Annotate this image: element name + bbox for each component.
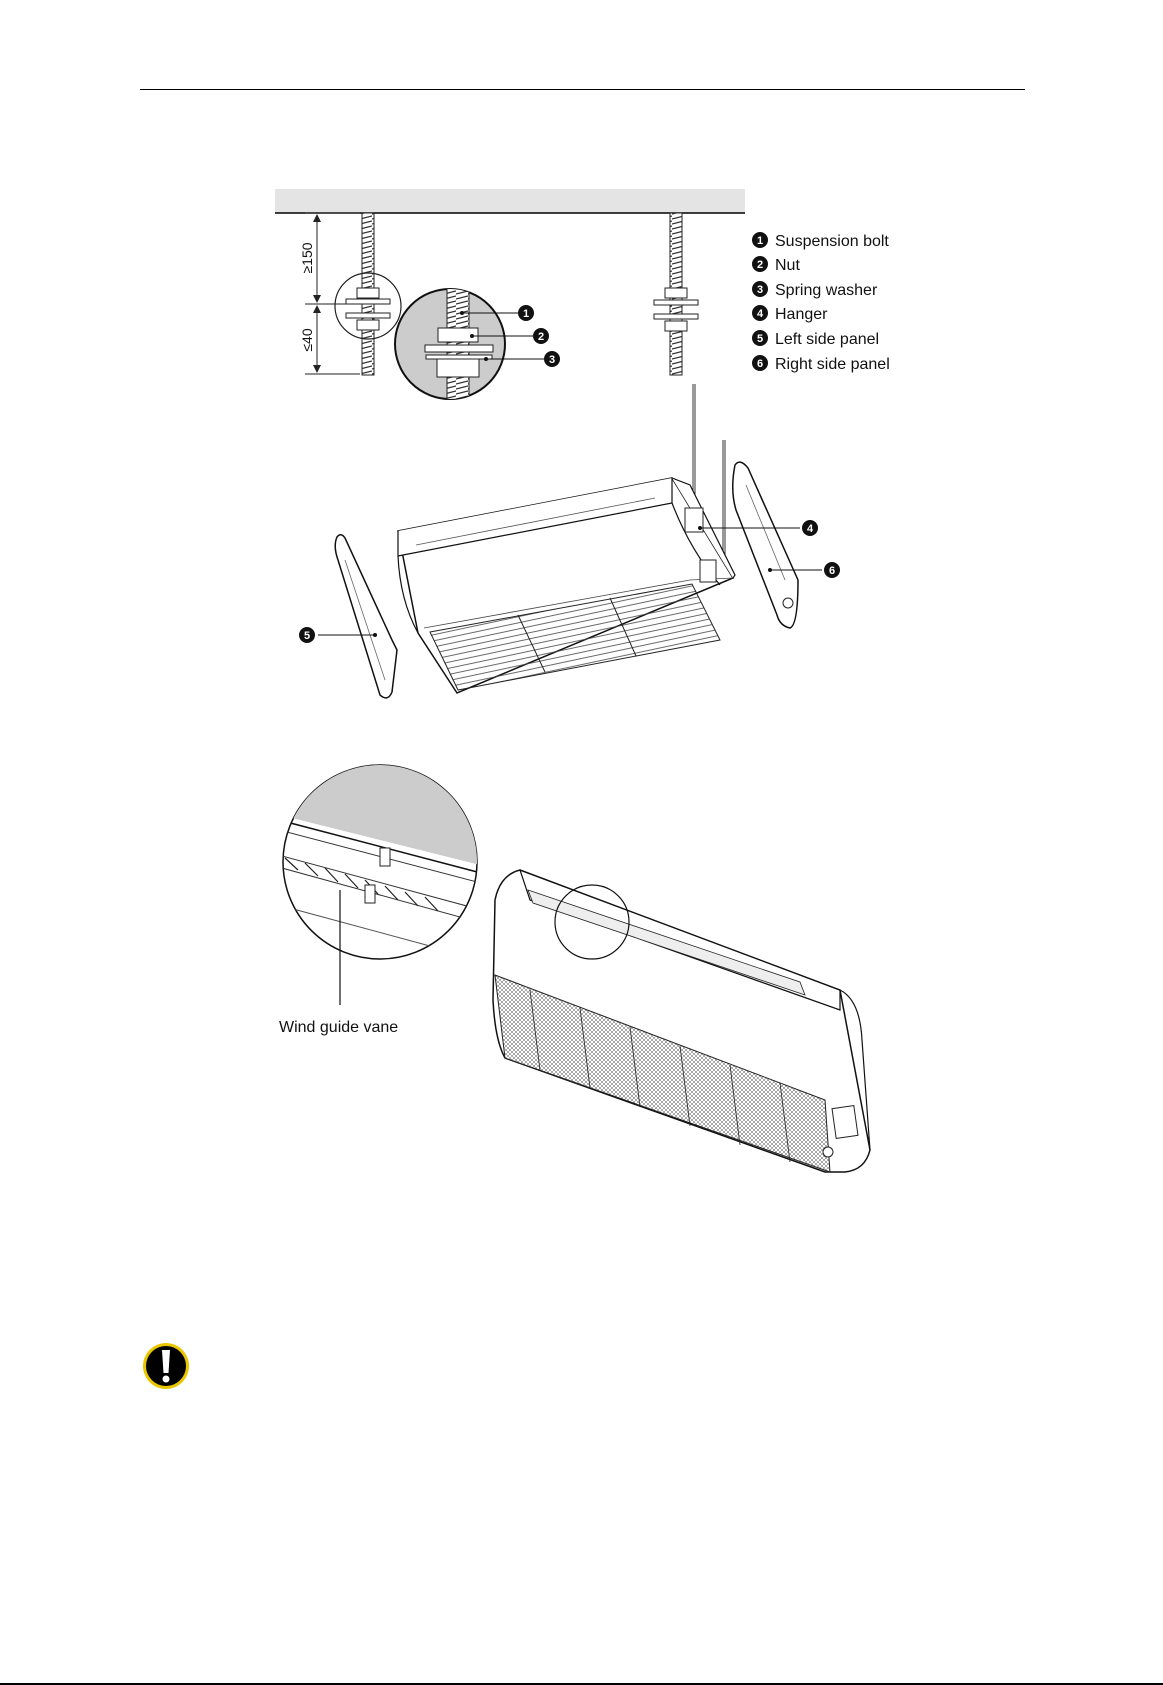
svg-text:4: 4 xyxy=(806,523,814,535)
legend-label: Nut xyxy=(775,257,800,274)
callout-2-number: 2 xyxy=(537,331,545,343)
svg-text:6: 6 xyxy=(756,358,764,370)
exploded-unit-view xyxy=(299,384,840,698)
dimension-upper: ≥150 xyxy=(299,242,315,274)
suspension-bolt-left xyxy=(335,213,401,375)
wind-guide-vane-detail xyxy=(260,760,500,1036)
exclamation-warning-icon xyxy=(143,1343,189,1389)
callout-5 xyxy=(299,627,315,643)
legend-label: Right side panel xyxy=(775,356,890,373)
dimension-lower: ≤40 xyxy=(299,328,315,352)
legend-item-spring-washer xyxy=(752,281,878,299)
callout-3 xyxy=(544,351,560,367)
ceiling xyxy=(275,189,745,213)
legend-label: Hanger xyxy=(775,306,828,323)
suspension-bolt-right xyxy=(654,213,698,375)
dimension-lines xyxy=(299,213,360,374)
bolt-detail-view xyxy=(395,285,560,405)
callout-1 xyxy=(518,305,534,321)
callout-6 xyxy=(824,562,840,578)
svg-text:5: 5 xyxy=(303,630,311,642)
legend-item-nut xyxy=(752,256,800,274)
callout-4 xyxy=(802,520,818,536)
legend-label: Left side panel xyxy=(775,331,880,348)
legend-item-hanger xyxy=(752,305,828,323)
svg-text:2: 2 xyxy=(756,259,764,271)
assembled-unit-view xyxy=(493,870,870,1172)
callout-2 xyxy=(533,328,549,344)
svg-text:1: 1 xyxy=(756,235,764,247)
svg-text:5: 5 xyxy=(756,333,764,345)
left-side-panel xyxy=(335,535,397,698)
callout-3-number: 3 xyxy=(548,354,556,366)
legend-item-right-side-panel xyxy=(752,355,890,373)
callout-1-number: 1 xyxy=(522,308,530,320)
parts-legend xyxy=(752,232,890,373)
legend-label: Suspension bolt xyxy=(775,233,889,250)
svg-text:3: 3 xyxy=(756,284,764,296)
ceiling-section xyxy=(275,189,745,213)
wind-guide-vane-label: Wind guide vane xyxy=(279,1019,399,1036)
legend-label: Spring washer xyxy=(775,282,878,299)
svg-text:4: 4 xyxy=(756,308,764,320)
legend-item-suspension-bolt xyxy=(752,232,889,250)
svg-text:6: 6 xyxy=(828,565,836,577)
legend-item-left-side-panel xyxy=(752,330,879,348)
